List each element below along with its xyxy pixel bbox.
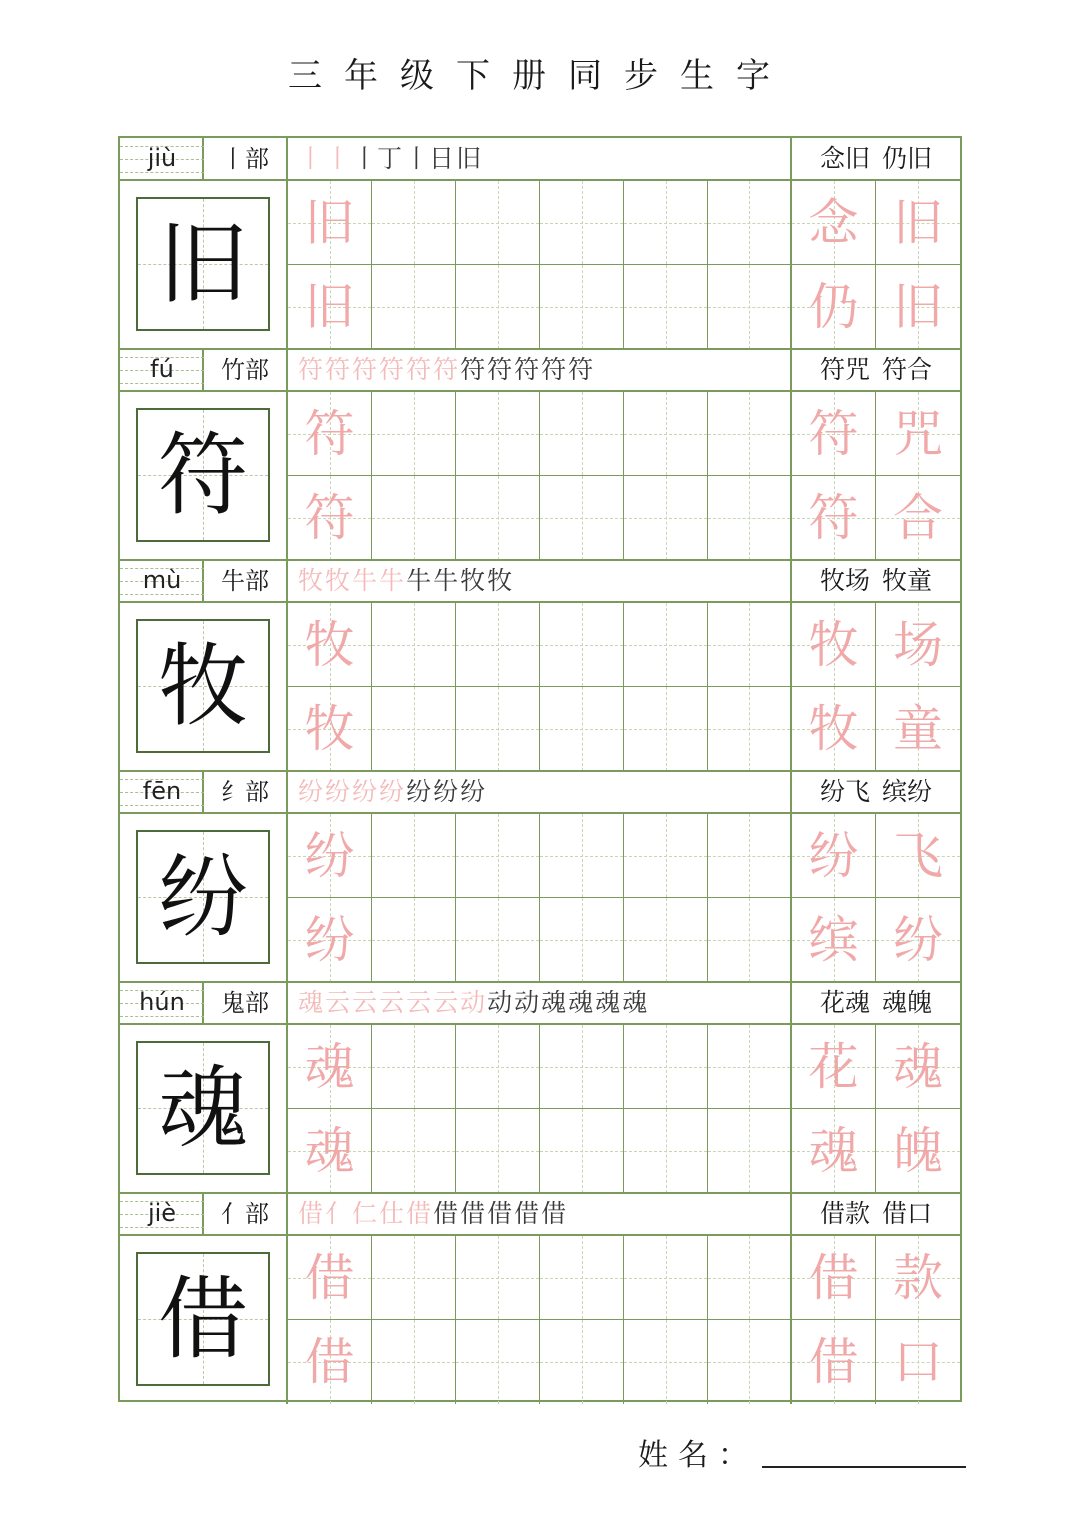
practice-cell[interactable] [876, 1236, 960, 1320]
stroke-step: 牛 [379, 566, 405, 595]
practice-cell[interactable] [876, 265, 960, 349]
practice-cell[interactable] [288, 476, 372, 560]
example-word: 符合 [882, 355, 933, 384]
stroke-step: 牧 [460, 566, 486, 595]
practice-cell[interactable] [372, 1025, 456, 1109]
practice-cell[interactable] [456, 1236, 540, 1320]
practice-cell[interactable] [792, 476, 876, 560]
practice-cell[interactable] [708, 1025, 792, 1109]
practice-cell[interactable] [708, 603, 792, 687]
stroke-step: 动 [514, 988, 540, 1017]
practice-cell[interactable] [624, 687, 708, 771]
practice-cell[interactable] [624, 265, 708, 349]
trace-char: 魂 [893, 1038, 943, 1096]
practice-cell[interactable] [456, 265, 540, 349]
stroke-step: 魂 [595, 988, 621, 1017]
page-title: 三年级下册同步生字 [288, 56, 792, 96]
stroke-step: 牛 [433, 566, 459, 595]
practice-cell[interactable] [540, 392, 624, 476]
stroke-step: 牧 [487, 566, 513, 595]
stroke-step: 牧 [325, 566, 351, 595]
practice-cell[interactable] [540, 1025, 624, 1109]
practice-cell[interactable] [708, 265, 792, 349]
practice-cell[interactable] [456, 1025, 540, 1109]
stroke-step: 丨丁 [352, 144, 403, 173]
stroke-step: 符 [541, 355, 567, 384]
stroke-step: 纷 [298, 777, 324, 806]
trace-char: 符 [304, 489, 355, 547]
trace-char: 旧 [893, 194, 943, 252]
stroke-step: 借 [541, 1199, 567, 1228]
practice-cell[interactable] [288, 1236, 372, 1320]
radical-label: 纟部 [204, 771, 288, 813]
practice-cell[interactable] [624, 603, 708, 687]
practice-cell[interactable] [792, 1025, 876, 1109]
stroke-step: 纷 [433, 777, 459, 806]
stroke-step: 魂 [622, 988, 648, 1017]
block-header [120, 560, 960, 603]
stroke-step: 符 [514, 355, 540, 384]
stroke-step: 云 [406, 988, 432, 1017]
pinyin: fēn [142, 777, 182, 805]
stroke-step: 借 [406, 1199, 432, 1228]
practice-body [120, 181, 960, 349]
practice-cell[interactable] [624, 898, 708, 982]
trace-char: 场 [893, 616, 943, 674]
practice-cell[interactable] [876, 814, 960, 898]
stroke-step: 仁 [352, 1199, 378, 1228]
pinyin-guide-line [120, 1227, 204, 1228]
trace-char: 借 [808, 1249, 859, 1307]
practice-cell[interactable] [876, 181, 960, 265]
practice-cell[interactable] [372, 898, 456, 982]
trace-char: 款 [893, 1249, 943, 1307]
pinyin-guide-line [120, 805, 204, 806]
practice-body [120, 603, 960, 771]
trace-char: 飞 [893, 827, 943, 885]
model-char: 纷 [158, 845, 248, 950]
example-word: 借款 [819, 1199, 870, 1228]
pinyin-cell [120, 1193, 204, 1235]
trace-char: 符 [304, 405, 355, 463]
model-char-box [136, 197, 270, 331]
block-header [120, 349, 960, 392]
practice-body [120, 1025, 960, 1193]
practice-cell[interactable] [876, 1320, 960, 1404]
stroke-step: 符 [433, 355, 459, 384]
stroke-step: 符 [352, 355, 378, 384]
practice-cell[interactable] [540, 1236, 624, 1320]
pinyin: jiè [147, 1199, 177, 1227]
trace-char: 牧 [304, 700, 355, 758]
trace-char: 牧 [808, 616, 859, 674]
stroke-step: 牧 [298, 566, 324, 595]
practice-body [120, 814, 960, 982]
model-char-cell [120, 603, 288, 771]
practice-cell[interactable] [624, 1236, 708, 1320]
practice-cell[interactable] [456, 476, 540, 560]
practice-cell[interactable] [624, 814, 708, 898]
practice-cell[interactable] [792, 181, 876, 265]
trace-char: 纷 [304, 827, 355, 885]
stroke-step: 纷 [325, 777, 351, 806]
radical-label: 竹部 [204, 349, 288, 391]
stroke-step: 旧 [456, 144, 482, 173]
practice-cell[interactable] [288, 1025, 372, 1109]
trace-char: 符 [808, 405, 859, 463]
practice-cell[interactable] [624, 476, 708, 560]
stroke-step: 仕 [379, 1199, 405, 1228]
pinyin-guide-line [120, 594, 204, 595]
trace-char: 借 [304, 1249, 355, 1307]
practice-cell[interactable] [288, 814, 372, 898]
stroke-step: 符 [325, 355, 351, 384]
practice-cell[interactable] [372, 814, 456, 898]
trace-char: 童 [893, 700, 943, 758]
pinyin: mù [142, 566, 182, 594]
model-char: 牧 [158, 634, 248, 739]
radical-label: 丨部 [204, 138, 288, 180]
stroke-order [288, 771, 792, 813]
trace-char: 咒 [893, 405, 943, 463]
stroke-step: 云 [379, 988, 405, 1017]
trace-char: 魂 [304, 1038, 355, 1096]
stroke-step: 纷 [460, 777, 486, 806]
practice-cell[interactable] [540, 898, 624, 982]
trace-char: 借 [808, 1333, 859, 1391]
pinyin-guide-line [120, 172, 204, 173]
example-word: 借口 [882, 1199, 933, 1228]
pinyin: hún [139, 988, 185, 1016]
model-char-box [136, 1041, 270, 1175]
example-word: 魂魄 [882, 988, 933, 1017]
practice-cell[interactable] [288, 1320, 372, 1404]
practice-cell[interactable] [456, 392, 540, 476]
practice-cell[interactable] [708, 476, 792, 560]
trace-char: 花 [808, 1038, 859, 1096]
model-char: 旧 [158, 212, 248, 317]
word-examples [792, 982, 960, 1024]
stroke-step: 符 [379, 355, 405, 384]
practice-cell[interactable] [456, 687, 540, 771]
practice-body [120, 1236, 960, 1404]
stroke-step: 符 [568, 355, 594, 384]
model-char-cell [120, 1025, 288, 1193]
model-char-cell [120, 181, 288, 349]
trace-char: 魂 [304, 1122, 355, 1180]
pinyin-cell [120, 138, 204, 180]
practice-cell[interactable] [372, 1236, 456, 1320]
example-word: 符咒 [819, 355, 870, 384]
trace-char: 牧 [808, 700, 859, 758]
practice-cell[interactable] [456, 603, 540, 687]
example-word: 念旧 [819, 144, 870, 173]
model-char-box [136, 408, 270, 542]
practice-cell[interactable] [288, 603, 372, 687]
practice-cell[interactable] [288, 1109, 372, 1193]
practice-cell[interactable] [456, 1109, 540, 1193]
stroke-step: 纷 [352, 777, 378, 806]
practice-grid [118, 136, 962, 1402]
stroke-order [288, 1193, 792, 1235]
radical-label: 牛部 [204, 560, 288, 602]
example-word: 牧童 [882, 566, 933, 595]
practice-cell[interactable] [288, 392, 372, 476]
practice-cell[interactable] [540, 603, 624, 687]
practice-cell[interactable] [876, 476, 960, 560]
practice-cell[interactable] [708, 392, 792, 476]
practice-cell[interactable] [876, 1025, 960, 1109]
stroke-step: 借 [487, 1199, 513, 1228]
stroke-step: 纷 [406, 777, 432, 806]
practice-cell[interactable] [372, 687, 456, 771]
example-word: 花魂 [819, 988, 870, 1017]
practice-cell[interactable] [792, 392, 876, 476]
stroke-step: 动 [460, 988, 486, 1017]
practice-cell[interactable] [624, 392, 708, 476]
practice-cell[interactable] [708, 1236, 792, 1320]
word-examples [792, 349, 960, 391]
stroke-step: 借 [298, 1199, 324, 1228]
char-block [120, 138, 960, 349]
word-examples [792, 1193, 960, 1235]
stroke-step: 丨 [298, 144, 324, 173]
word-examples [792, 560, 960, 602]
practice-cell[interactable] [540, 1109, 624, 1193]
practice-cell[interactable] [540, 1320, 624, 1404]
practice-cell[interactable] [876, 1109, 960, 1193]
practice-cell[interactable] [372, 1320, 456, 1404]
practice-cell[interactable] [792, 603, 876, 687]
model-char-cell [120, 1236, 288, 1404]
practice-cell[interactable] [624, 1109, 708, 1193]
practice-cell[interactable] [624, 1320, 708, 1404]
stroke-step: 牛 [406, 566, 432, 595]
practice-cell[interactable] [540, 687, 624, 771]
name-label: 姓名： [638, 1438, 758, 1473]
trace-char: 旧 [893, 278, 943, 336]
practice-cell[interactable] [372, 603, 456, 687]
stroke-step: 魂 [541, 988, 567, 1017]
stroke-step: 动 [487, 988, 513, 1017]
trace-char: 合 [893, 489, 943, 547]
char-block [120, 982, 960, 1193]
practice-cell[interactable] [708, 898, 792, 982]
trace-char: 纷 [808, 827, 859, 885]
word-examples [792, 138, 960, 180]
stroke-step: 云 [352, 988, 378, 1017]
block-header [120, 138, 960, 181]
practice-cell[interactable] [708, 1320, 792, 1404]
stroke-step: 借 [460, 1199, 486, 1228]
trace-char: 符 [808, 489, 859, 547]
block-header [120, 771, 960, 814]
practice-cell[interactable] [456, 181, 540, 265]
practice-cell[interactable] [792, 898, 876, 982]
trace-char: 口 [893, 1333, 943, 1391]
pinyin-cell [120, 349, 204, 391]
stroke-step: 符 [406, 355, 432, 384]
model-char-box [136, 830, 270, 964]
char-block [120, 560, 960, 771]
practice-cell[interactable] [456, 814, 540, 898]
name-blank[interactable] [762, 1466, 966, 1468]
practice-cell[interactable] [876, 687, 960, 771]
practice-cell[interactable] [876, 898, 960, 982]
practice-cell[interactable] [288, 898, 372, 982]
practice-cell[interactable] [876, 392, 960, 476]
model-char: 借 [158, 1267, 248, 1372]
stroke-step: 魂 [298, 988, 324, 1017]
stroke-step: 亻 [325, 1199, 351, 1228]
practice-cell[interactable] [372, 265, 456, 349]
stroke-step: 云 [325, 988, 351, 1017]
practice-cell[interactable] [876, 603, 960, 687]
char-block [120, 771, 960, 982]
practice-cell[interactable] [624, 181, 708, 265]
practice-cell[interactable] [456, 1320, 540, 1404]
practice-cell[interactable] [372, 392, 456, 476]
practice-cell[interactable] [288, 181, 372, 265]
practice-cell[interactable] [372, 1109, 456, 1193]
practice-cell[interactable] [540, 265, 624, 349]
practice-cell[interactable] [792, 1320, 876, 1404]
practice-cell[interactable] [372, 476, 456, 560]
example-word: 缤纷 [882, 777, 933, 806]
trace-char: 念 [808, 194, 859, 252]
model-char: 魂 [158, 1056, 248, 1161]
stroke-step: 云 [433, 988, 459, 1017]
pinyin: jiù [147, 144, 177, 172]
stroke-step: 纷 [379, 777, 405, 806]
practice-cell[interactable] [624, 1025, 708, 1109]
example-word: 纷飞 [819, 777, 870, 806]
trace-char: 借 [304, 1333, 355, 1391]
practice-cell[interactable] [792, 687, 876, 771]
radical-label: 鬼部 [204, 982, 288, 1024]
trace-char: 纷 [893, 911, 943, 969]
practice-body [120, 392, 960, 560]
block-header [120, 1193, 960, 1236]
pinyin-cell [120, 771, 204, 813]
trace-char: 仍 [808, 278, 859, 336]
trace-char: 缤 [808, 911, 859, 969]
model-char-cell [120, 392, 288, 560]
stroke-step: 借 [514, 1199, 540, 1228]
trace-char: 牧 [304, 616, 355, 674]
practice-cell[interactable] [456, 898, 540, 982]
trace-char: 魂 [808, 1122, 859, 1180]
char-block [120, 1193, 960, 1404]
practice-cell[interactable] [792, 1236, 876, 1320]
example-word: 牧场 [819, 566, 870, 595]
trace-char: 纷 [304, 911, 355, 969]
practice-cell[interactable] [792, 265, 876, 349]
stroke-order [288, 560, 792, 602]
trace-char: 旧 [304, 194, 355, 252]
radical-label: 亻部 [204, 1193, 288, 1235]
practice-cell[interactable] [708, 814, 792, 898]
pinyin-guide-line [120, 1016, 204, 1017]
pinyin: fú [150, 355, 174, 383]
model-char-cell [120, 814, 288, 982]
model-char: 符 [158, 423, 248, 528]
pinyin-cell [120, 560, 204, 602]
stroke-step: 魂 [568, 988, 594, 1017]
practice-cell[interactable] [372, 181, 456, 265]
stroke-order [288, 982, 792, 1024]
stroke-step: 借 [433, 1199, 459, 1228]
stroke-step: 符 [487, 355, 513, 384]
practice-cell[interactable] [540, 476, 624, 560]
practice-cell[interactable] [540, 181, 624, 265]
practice-cell[interactable] [708, 1109, 792, 1193]
stroke-step: 丨 [325, 144, 351, 173]
stroke-step: 符 [298, 355, 324, 384]
practice-cell[interactable] [540, 814, 624, 898]
trace-char: 旧 [304, 278, 355, 336]
practice-cell[interactable] [288, 265, 372, 349]
example-word: 仍旧 [882, 144, 933, 173]
word-examples [792, 771, 960, 813]
stroke-order [288, 138, 792, 180]
block-header [120, 982, 960, 1025]
practice-cell[interactable] [792, 1109, 876, 1193]
trace-char: 魄 [893, 1122, 943, 1180]
stroke-step: 符 [460, 355, 486, 384]
stroke-step: 丨日 [404, 144, 455, 173]
practice-cell[interactable] [708, 181, 792, 265]
pinyin-guide-line [120, 383, 204, 384]
practice-cell[interactable] [792, 814, 876, 898]
practice-cell[interactable] [288, 687, 372, 771]
pinyin-cell [120, 982, 204, 1024]
model-char-box [136, 619, 270, 753]
stroke-step: 牛 [352, 566, 378, 595]
stroke-order [288, 349, 792, 391]
model-char-box [136, 1252, 270, 1386]
practice-cell[interactable] [708, 687, 792, 771]
char-block [120, 349, 960, 560]
